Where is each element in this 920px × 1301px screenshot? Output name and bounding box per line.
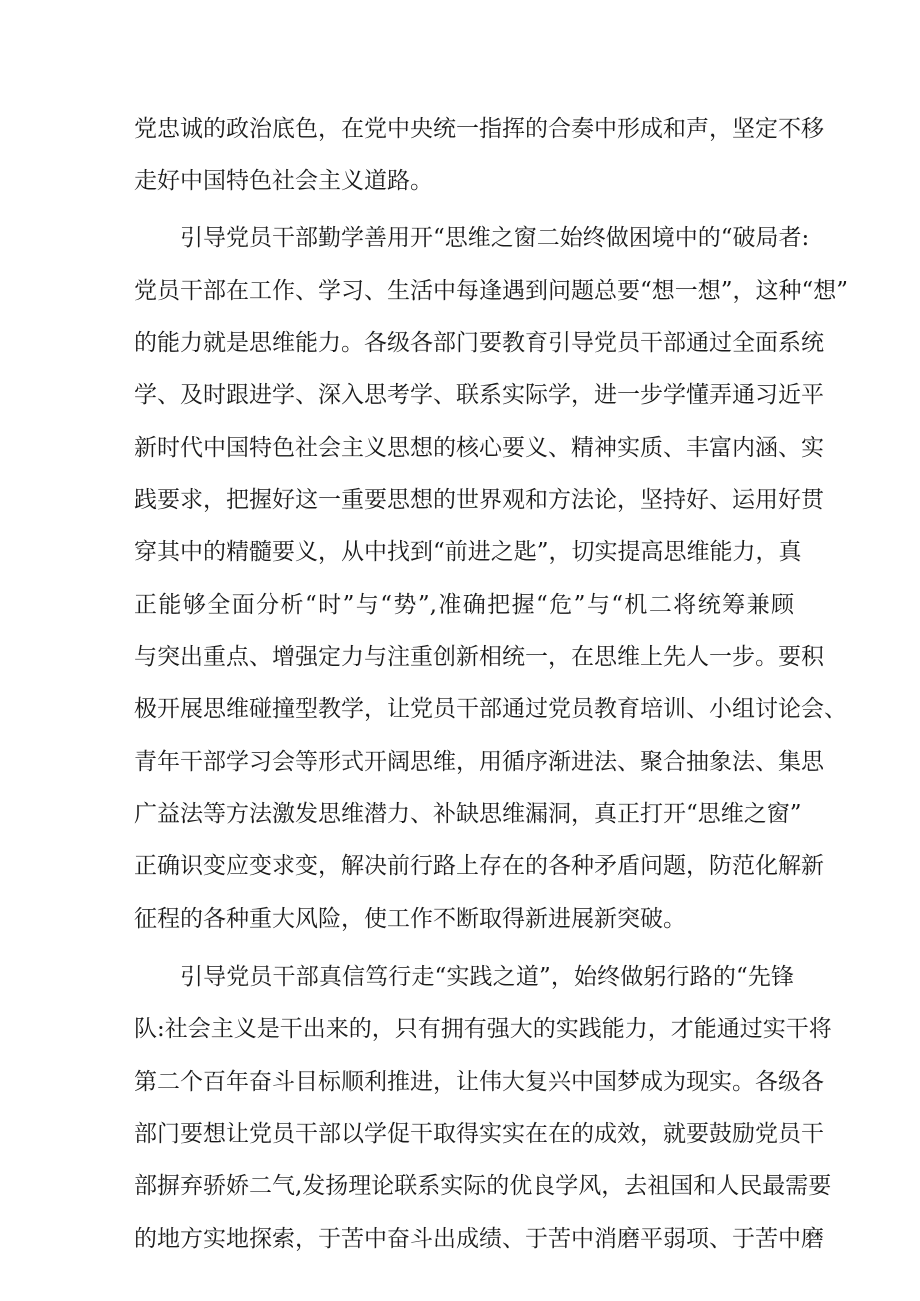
text-line: 的地方实地探索，于苦中奋斗出成绩、于苦中消磨平弱项、于苦中磨 bbox=[134, 1226, 824, 1252]
text-line: 第二个百年奋斗目标顺利推进，让伟大复兴中国梦成为现实。各级各 bbox=[134, 1069, 824, 1095]
text-line: 青年干部学习会等形式开阔思维，用循序渐进法、聚合抽象法、集思 bbox=[134, 749, 824, 775]
text-line: 学、及时跟进学、深入思考学、联系实际学，进一步学懂弄通习近平 bbox=[134, 382, 824, 408]
text-line: 部摒弃骄娇二气,发扬理论联系实际的优良学风，去祖国和人民最需要 bbox=[134, 1173, 832, 1199]
text-line: 穿其中的精髓要义，从中找到“前进之匙”，切实提高思维能力，真 bbox=[134, 539, 802, 565]
text-line: 正能够全面分析“时”与“势”,准确把握“危”与“机二将统筹兼顾 bbox=[134, 592, 794, 618]
text-line: 与突出重点、增强定力与注重创新相统一，在思维上先人一步。要积 bbox=[134, 644, 824, 670]
text-line: 新时代中国特色社会主义思想的核心要义、精神实质、丰富内涵、实 bbox=[134, 435, 824, 461]
paragraph-first-line: 引导党员干部勤学善用开“思维之窗二始终做困境中的“破局者: bbox=[180, 225, 810, 251]
text-line: 队:社会主义是干出来的，只有拥有强大的实践能力，才能通过实干将 bbox=[134, 1016, 832, 1042]
text-line: 正确识变应变求变，解决前行路上存在的各种矛盾问题，防范化解新 bbox=[134, 853, 824, 879]
text-line: 党员干部在工作、学习、生活中每逢遇到问题总要“想一想”，这种“想” bbox=[134, 278, 849, 304]
text-line: 党忠诚的政治底色，在党中央统一指挥的合奏中形成和声，坚定不移 bbox=[134, 116, 824, 142]
text-line: 极开展思维碰撞型教学，让党员干部通过党员教育培训、小组讨论会、 bbox=[134, 696, 847, 722]
text-line: 践要求，把握好这一重要思想的世界观和方法论，坚持好、运用好贯 bbox=[134, 487, 824, 513]
text-line: 走好中国特色社会主义道路。 bbox=[134, 168, 433, 194]
paragraph-first-line: 引导党员干部真信笃行走“实践之道”，始终做躬行路的“先锋 bbox=[180, 964, 794, 990]
text-line: 征程的各种重大风险，使工作不断取得新进展新突破。 bbox=[134, 906, 686, 932]
text-line: 的能力就是思维能力。各级各部门要教育引导党员干部通过全面系统 bbox=[134, 330, 824, 356]
text-line: 部门要想让党员干部以学促干取得实实在在的成效，就要鼓励党员干 bbox=[134, 1121, 824, 1147]
text-line: 广益法等方法激发思维潜力、补缺思维漏洞，真正打开“思维之窗” bbox=[134, 801, 802, 827]
